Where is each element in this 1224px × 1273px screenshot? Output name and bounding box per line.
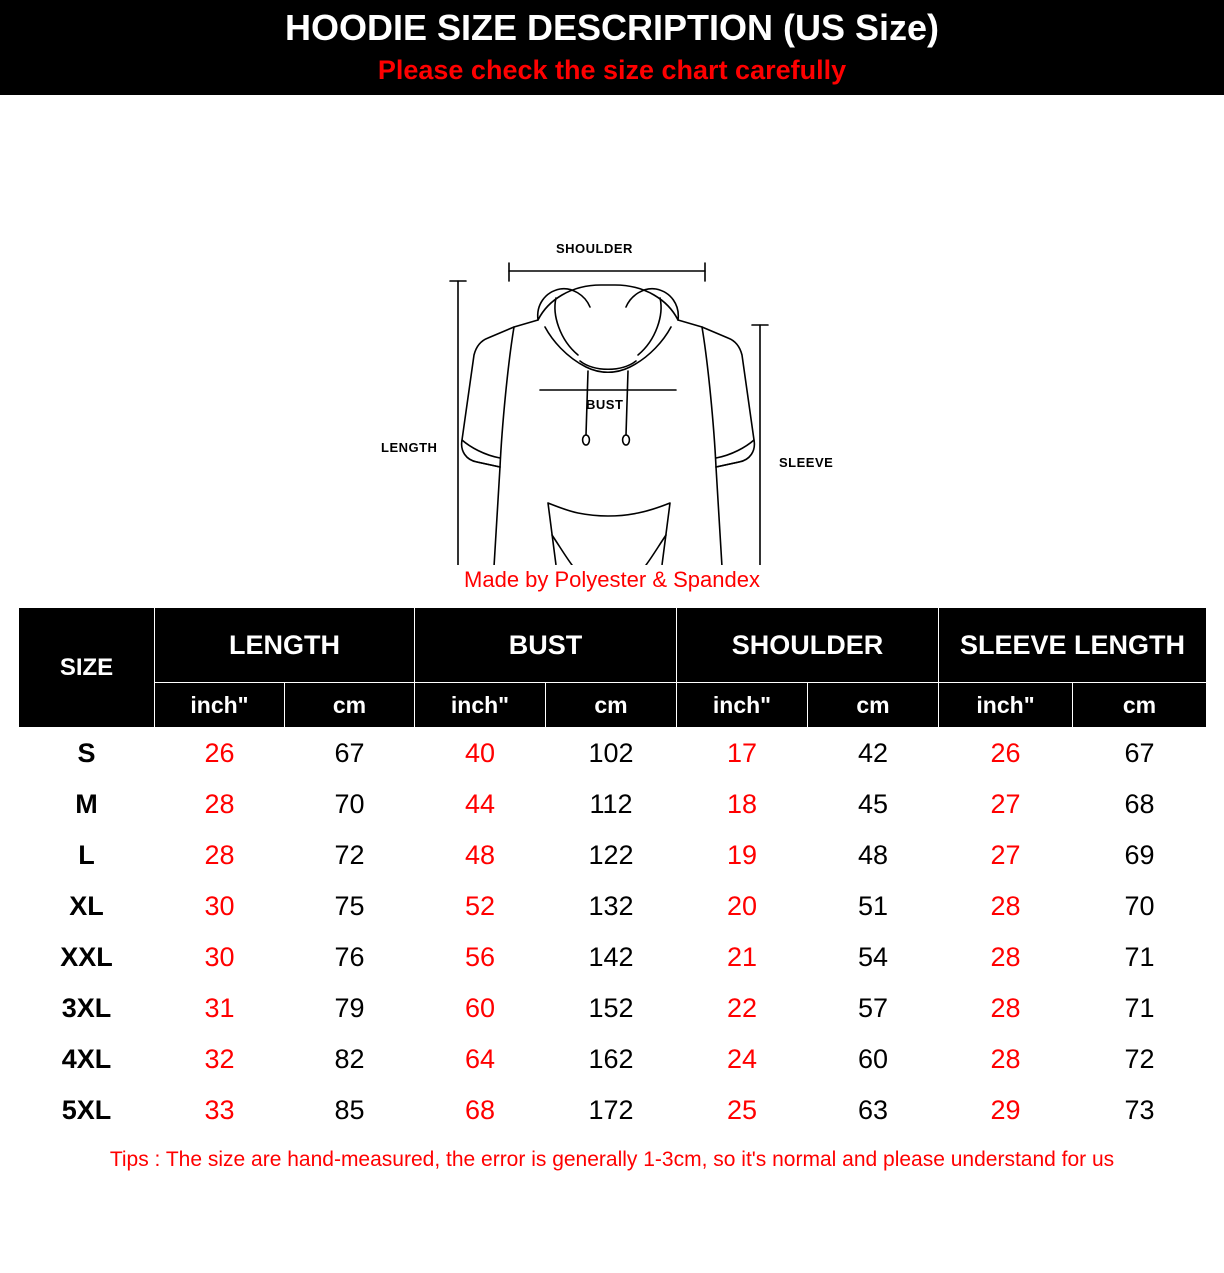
cell-bust-inch: 52 bbox=[415, 881, 546, 932]
cell-bust-cm: 172 bbox=[546, 1085, 677, 1136]
cell-length-inch: 32 bbox=[155, 1034, 285, 1085]
cell-shoulder-inch: 19 bbox=[677, 830, 808, 881]
cell-shoulder-cm: 42 bbox=[808, 728, 939, 779]
cell-bust-inch: 44 bbox=[415, 779, 546, 830]
cell-size: XL bbox=[19, 881, 155, 932]
table-row bbox=[19, 779, 1207, 830]
cell-length-cm: 79 bbox=[285, 983, 415, 1034]
cell-shoulder-cm: 63 bbox=[808, 1085, 939, 1136]
cell-size: 4XL bbox=[19, 1034, 155, 1085]
cell-sleeve-cm: 69 bbox=[1073, 830, 1207, 881]
cell-length-inch: 30 bbox=[155, 932, 285, 983]
header-subtitle-banner bbox=[0, 54, 1224, 96]
header-unit-length-cm: cm bbox=[285, 683, 415, 728]
cell-bust-inch: 68 bbox=[415, 1085, 546, 1136]
cell-shoulder-cm: 60 bbox=[808, 1034, 939, 1085]
header-banner bbox=[0, 0, 1224, 54]
diagram-label-sleeve: SLEEVE bbox=[779, 455, 834, 471]
cell-length-inch: 28 bbox=[155, 779, 285, 830]
table-row bbox=[19, 1034, 1207, 1085]
cell-shoulder-cm: 51 bbox=[808, 881, 939, 932]
cell-length-cm: 75 bbox=[285, 881, 415, 932]
cell-shoulder-inch: 17 bbox=[677, 728, 808, 779]
cell-sleeve-inch: 28 bbox=[939, 881, 1073, 932]
cell-bust-cm: 112 bbox=[546, 779, 677, 830]
cell-size: M bbox=[19, 779, 155, 830]
table-row bbox=[19, 983, 1207, 1034]
diagram-label-shoulder: SHOULDER bbox=[556, 241, 633, 257]
cell-shoulder-cm: 48 bbox=[808, 830, 939, 881]
cell-shoulder-inch: 24 bbox=[677, 1034, 808, 1085]
cell-size: 5XL bbox=[19, 1085, 155, 1136]
cell-bust-cm: 132 bbox=[546, 881, 677, 932]
header-group-shoulder: SHOULDER bbox=[677, 608, 939, 683]
header-group-sleeve-length: SLEEVE LENGTH bbox=[939, 608, 1207, 683]
cell-size: S bbox=[19, 728, 155, 779]
cell-size: L bbox=[19, 830, 155, 881]
cell-length-cm: 76 bbox=[285, 932, 415, 983]
cell-length-inch: 30 bbox=[155, 881, 285, 932]
size-chart-table bbox=[18, 607, 1207, 1136]
cell-shoulder-cm: 54 bbox=[808, 932, 939, 983]
material-note: Made by Polyester & Spandex bbox=[464, 567, 760, 593]
header-unit-length-inch: inch" bbox=[155, 683, 285, 728]
cell-length-inch: 28 bbox=[155, 830, 285, 881]
cell-bust-inch: 56 bbox=[415, 932, 546, 983]
header-unit-bust-cm: cm bbox=[546, 683, 677, 728]
table-row bbox=[19, 932, 1207, 983]
table-header-groups bbox=[19, 608, 1207, 683]
header-unit-bust-inch: inch" bbox=[415, 683, 546, 728]
cell-bust-inch: 48 bbox=[415, 830, 546, 881]
table-row bbox=[19, 881, 1207, 932]
cell-sleeve-inch: 29 bbox=[939, 1085, 1073, 1136]
cell-sleeve-inch: 28 bbox=[939, 932, 1073, 983]
cell-bust-cm: 102 bbox=[546, 728, 677, 779]
cell-length-cm: 67 bbox=[285, 728, 415, 779]
cell-bust-cm: 142 bbox=[546, 932, 677, 983]
cell-sleeve-cm: 72 bbox=[1073, 1034, 1207, 1085]
cell-bust-cm: 122 bbox=[546, 830, 677, 881]
cell-sleeve-cm: 68 bbox=[1073, 779, 1207, 830]
hoodie-illustration-icon bbox=[0, 95, 1224, 565]
table-row bbox=[19, 830, 1207, 881]
cell-length-cm: 82 bbox=[285, 1034, 415, 1085]
table-row bbox=[19, 1085, 1207, 1136]
cell-sleeve-cm: 71 bbox=[1073, 932, 1207, 983]
header-size: SIZE bbox=[19, 608, 155, 728]
diagram-label-length: LENGTH bbox=[381, 440, 438, 456]
cell-sleeve-cm: 70 bbox=[1073, 881, 1207, 932]
page-title: HOODIE SIZE DESCRIPTION (US Size) bbox=[284, 7, 940, 48]
cell-shoulder-inch: 22 bbox=[677, 983, 808, 1034]
hoodie-measurement-diagram bbox=[0, 95, 1224, 565]
table-header-units bbox=[19, 683, 1207, 728]
cell-sleeve-cm: 73 bbox=[1073, 1085, 1207, 1136]
header-unit-shoulder-cm: cm bbox=[808, 683, 939, 728]
header-unit-sleeve-cm: cm bbox=[1073, 683, 1207, 728]
cell-bust-inch: 60 bbox=[415, 983, 546, 1034]
table-row bbox=[19, 728, 1207, 779]
cell-size: XXL bbox=[19, 932, 155, 983]
cell-bust-inch: 64 bbox=[415, 1034, 546, 1085]
cell-size: 3XL bbox=[19, 983, 155, 1034]
header-unit-shoulder-inch: inch" bbox=[677, 683, 808, 728]
cell-sleeve-inch: 28 bbox=[939, 1034, 1073, 1085]
cell-sleeve-cm: 71 bbox=[1073, 983, 1207, 1034]
footer-tip: Tips : The size are hand-measured, the error is generally 1-3cm, so it's normal and please understand for us bbox=[109, 1148, 1115, 1172]
size-chart-table-wrapper bbox=[0, 607, 1224, 1136]
cell-shoulder-inch: 25 bbox=[677, 1085, 808, 1136]
cell-bust-cm: 152 bbox=[546, 983, 677, 1034]
cell-sleeve-inch: 26 bbox=[939, 728, 1073, 779]
cell-sleeve-inch: 27 bbox=[939, 830, 1073, 881]
header-group-bust: BUST bbox=[415, 608, 677, 683]
header-group-length: LENGTH bbox=[155, 608, 415, 683]
header-unit-sleeve-inch: inch" bbox=[939, 683, 1073, 728]
cell-length-inch: 26 bbox=[155, 728, 285, 779]
cell-length-inch: 31 bbox=[155, 983, 285, 1034]
diagram-label-bust: BUST bbox=[586, 397, 624, 413]
cell-sleeve-inch: 27 bbox=[939, 779, 1073, 830]
cell-shoulder-inch: 18 bbox=[677, 779, 808, 830]
cell-sleeve-cm: 67 bbox=[1073, 728, 1207, 779]
cell-length-cm: 72 bbox=[285, 830, 415, 881]
cell-sleeve-inch: 28 bbox=[939, 983, 1073, 1034]
cell-length-cm: 85 bbox=[285, 1085, 415, 1136]
cell-shoulder-cm: 45 bbox=[808, 779, 939, 830]
table-body bbox=[19, 728, 1207, 1136]
cell-length-inch: 33 bbox=[155, 1085, 285, 1136]
cell-bust-cm: 162 bbox=[546, 1034, 677, 1085]
cell-bust-inch: 40 bbox=[415, 728, 546, 779]
cell-shoulder-inch: 20 bbox=[677, 881, 808, 932]
page-subtitle: Please check the size chart carefully bbox=[377, 54, 847, 85]
cell-length-cm: 70 bbox=[285, 779, 415, 830]
cell-shoulder-cm: 57 bbox=[808, 983, 939, 1034]
cell-shoulder-inch: 21 bbox=[677, 932, 808, 983]
